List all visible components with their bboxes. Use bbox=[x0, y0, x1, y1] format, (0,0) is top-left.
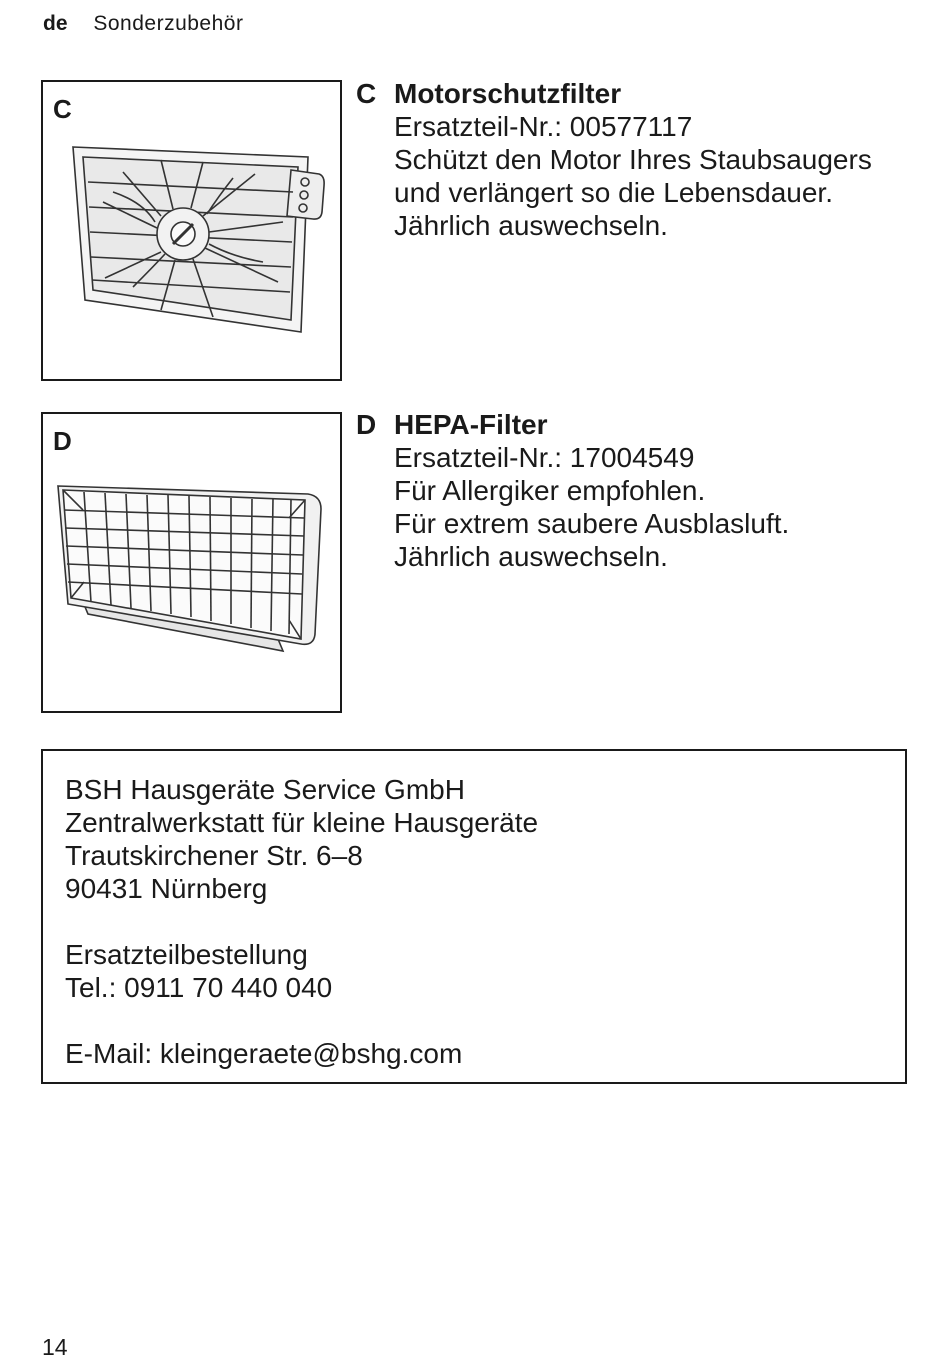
part-number: Ersatzteil-Nr.: 00577117 bbox=[394, 111, 693, 142]
item-title: HEPA-Filter bbox=[394, 409, 548, 440]
page-number: 14 bbox=[42, 1334, 68, 1360]
description-line: Für Allergiker empfohlen. bbox=[394, 475, 706, 506]
description-line: Jährlich auswechseln. bbox=[394, 210, 668, 241]
description-line: Schützt den Motor Ihres Staubsaugers bbox=[394, 144, 872, 175]
figure-motor-filter bbox=[41, 80, 342, 381]
service-contact-box bbox=[41, 749, 907, 1084]
description-line: und verlängert so die Lebensdauer. bbox=[394, 177, 833, 208]
city: 90431 Nürnberg bbox=[65, 873, 268, 904]
item-hepa-filter bbox=[356, 408, 789, 573]
motor-filter-illustration bbox=[43, 82, 340, 379]
order-label: Ersatzteilbestellung bbox=[65, 939, 308, 970]
figure-hepa-filter bbox=[41, 412, 342, 713]
part-number: Ersatzteil-Nr.: 17004549 bbox=[394, 442, 695, 473]
description-line: Jährlich auswechseln. bbox=[394, 541, 668, 572]
page-header bbox=[43, 12, 243, 36]
figure-letter-c: C bbox=[53, 94, 72, 124]
item-motor-filter bbox=[356, 77, 872, 242]
hepa-filter-illustration bbox=[43, 414, 340, 711]
item-key: D bbox=[356, 409, 377, 440]
street-address: Trautskirchener Str. 6–8 bbox=[65, 840, 363, 871]
company-name: BSH Hausgeräte Service GmbH bbox=[65, 774, 465, 805]
item-title: Motorschutzfilter bbox=[394, 78, 622, 109]
department: Zentralwerkstatt für kleine Hausgeräte bbox=[65, 807, 539, 838]
description-line: Für extrem saubere Ausblasluft. bbox=[394, 508, 790, 539]
figure-letter-d: D bbox=[53, 426, 72, 456]
phone-number: Tel.: 0911 70 440 040 bbox=[65, 972, 333, 1003]
item-key: C bbox=[356, 78, 377, 109]
section-title: Sonderzubehör bbox=[93, 12, 244, 35]
email-address: E-Mail: kleingeraete@bshg.com bbox=[65, 1038, 463, 1069]
language-code: de bbox=[43, 12, 68, 35]
